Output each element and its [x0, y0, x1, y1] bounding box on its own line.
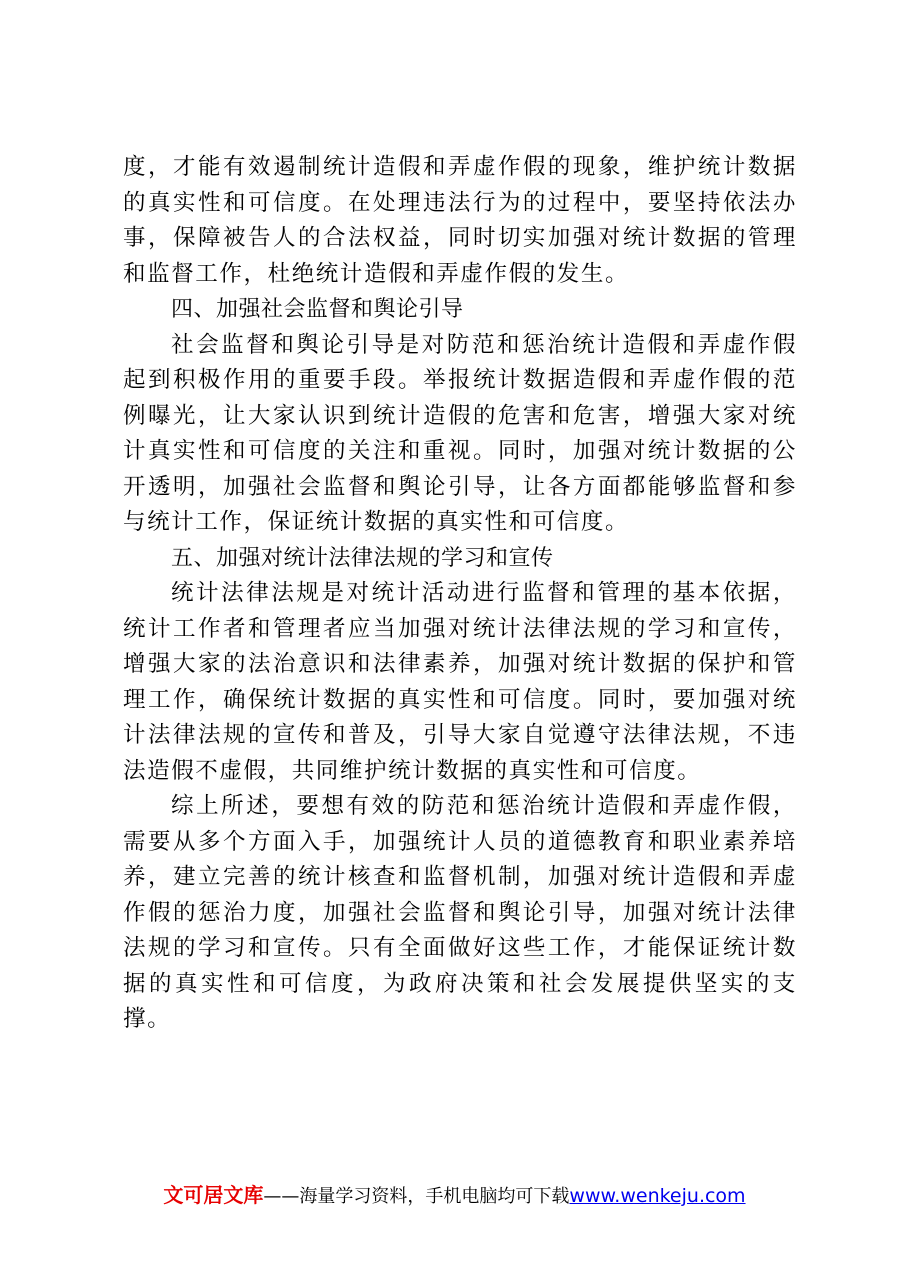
paragraph-conclusion: 综上所述，要想有效的防范和惩治统计造假和弄虚作假，需要从多个方面入手，加强统计人员的道德教育和职业素养培养，建立完善的统计核查和监督机制，加强对统计造假和弄虚作假的惩治力度，加强社会监督和舆论引导，加强对统计法律法规的学习和宣传。只有全面做好这些工作，才能保证统计数据的真实性和可信度，为政府决策和社会发展提供坚实的支撑。 [123, 793, 797, 1032]
footer-website-link[interactable]: www.wenkeju.com [569, 1185, 746, 1207]
section-heading-five: 五、加强对统计法律法规的学习和宣传 [171, 545, 554, 571]
paragraph-continued: 度，才能有效遏制统计造假和弄虚作假的现象，维护统计数据的真实性和可信度。在处理违法行为的过程中，要坚持依法办事，保障被告人的合法权益，同时切实加强对统计数据的管理和监督工作，杜绝统计造假和弄虚作假的发生。 [123, 154, 797, 287]
footer-slogan: ——海量学习资料，手机电脑均可下载 [263, 1186, 570, 1207]
section-heading-four: 四、加强社会监督和舆论引导 [171, 297, 464, 322]
paragraph-social-supervision: 社会监督和舆论引导是对防范和惩治统计造假和弄虚作假起到积极作用的重要手段。举报统计数据造假和弄虚作假的范例曝光，让大家认识到统计造假的危害和危害，增强大家对统计真实性和可信度的关注和重视。同时，加强对统计数据的公开透明，加强社会监督和舆论引导，让各方面都能够监督和参与统计工作，保证统计数据的真实性和可信度。 [123, 331, 797, 535]
footer-brand: 文可居文库 [163, 1183, 264, 1207]
page-footer [0, 1182, 909, 1210]
paragraph-law-study: 统计法律法规是对统计活动进行监督和管理的基本依据，统计工作者和管理者应当加强对统计法律法规的学习和宣传，增强大家的法治意识和法律素养，加强对统计数据的保护和管理工作，确保统计数据的真实性和可信度。同时，要加强对统计法律法规的宣传和普及，引导大家自觉遵守法律法规，不违法造假不虚假，共同维护统计数据的真实性和可信度。 [123, 580, 797, 784]
document-body [123, 150, 797, 1038]
